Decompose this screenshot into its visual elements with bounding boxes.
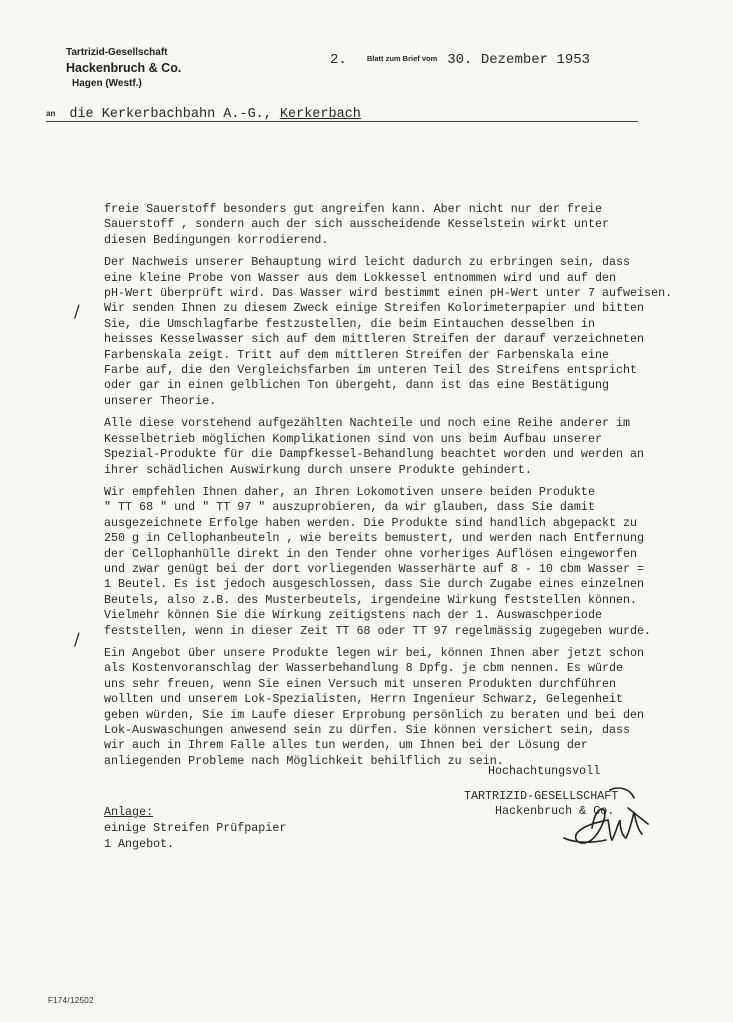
body-line: eine kleine Probe von Wasser aus dem Lokkessel entnommen wird und auf den — [104, 270, 616, 285]
body-line: Der Nachweis unserer Behauptung wird leicht dadurch zu erbringen sein, dass — [104, 255, 631, 270]
body-line: Lok-Auswaschungen anwesend sein zu dürfen. Sie können versichert sein, dass — [104, 723, 631, 737]
attachments-block — [104, 805, 286, 852]
body-paragraph — [104, 202, 726, 248]
company-name-line: Tartrizid-Gesellschaft — [66, 47, 168, 58]
body-line: ihrer schädlichen Auswirkung durch unsere Produkte gehindert. — [104, 462, 532, 477]
body-line: Ein Angebot über unsere Produkte legen wir bei, können Ihnen aber jetzt schon — [104, 645, 645, 660]
closing-greeting: Hochachtungsvoll — [488, 764, 601, 778]
body-line: 1 Beutel. Es ist jedoch ausgeschlossen, dass Sie durch Zugabe eines einzelnen — [104, 577, 645, 592]
form-number: F174/12502 — [48, 996, 94, 1005]
sheet-label: Blatt zum Brief vom — [366, 54, 438, 63]
letter-body — [104, 202, 726, 776]
company-firm-line: Hackenbruch & Co. — [66, 61, 182, 75]
body-line: anliegenden Probleme nach Möglichkeit behilflich zu sein. — [104, 753, 504, 768]
closing-company-name: Hackenbruch & Co. — [495, 804, 615, 819]
body-line: Wir senden Ihnen zu diesem Zweck einige Streifen Kolorimeterpapier und bitten — [104, 301, 645, 316]
attachment-item: einige Streifen Prüfpapier — [104, 820, 287, 835]
body-line: Beutels, also z.B. des Musterbeutels, irgendeine Wirkung feststellen können. — [104, 592, 638, 607]
body-line: diesen Bedingungen korrodierend. — [104, 232, 329, 247]
margin-slash-mark: / — [74, 630, 80, 650]
letter-date: 30. Dezember 1953 — [447, 52, 591, 68]
recipient-line — [46, 104, 361, 122]
sheet-info — [330, 50, 590, 68]
body-line: und zwar genügt bei der dort vorliegenden Wasserhärte auf 8 - 10 cbm Wasser = — [104, 561, 645, 576]
body-line: wir auch in Ihrem Falle alles tun werden, um Ihnen bei der Lösung der — [104, 738, 588, 753]
handwritten-signature — [548, 780, 658, 860]
recipient-place: Kerkerbach — [279, 107, 361, 122]
body-paragraph — [104, 485, 726, 639]
recipient-prefix: an — [46, 109, 56, 118]
body-line: wollten und unserem Lok-Spezialisten, Herrn Ingenieur Schwarz, Gelegenheit — [104, 692, 624, 707]
attachments-heading: Anlage: — [104, 805, 154, 819]
recipient-name: die Kerkerbachbahn A.-G., — [69, 107, 272, 122]
margin-slash-mark: / — [74, 302, 80, 322]
body-line: Alle diese vorstehend aufgezählten Nachteile und noch eine Reihe anderer im — [104, 416, 631, 431]
body-line: feststellen, wenn in dieser Zeit TT 68 oder TT 97 regelmässig zugegeben wurde. — [104, 623, 652, 638]
body-line: Wir empfehlen Ihnen daher, an Ihren Lokomotiven unsere beiden Produkte — [104, 484, 595, 499]
body-line: Farbenskala zeigt. Tritt auf dem mittleren Streifen der Farbenskala eine — [104, 347, 609, 362]
body-line: 250 g in Cellophanbeuteln , wie bereits bemustert, und werden nach Entfernung — [104, 531, 645, 546]
body-line: uns sehr freuen, wenn Sie einen Versuch mit unseren Produkten durchführen — [104, 676, 616, 691]
sheet-number: 2. — [330, 52, 347, 68]
body-line: heisses Kesselwasser sich auf dem mittleren Streifen der darauf verzeichneten — [104, 332, 645, 347]
body-line: ausgezeichnete Erfolge haben werden. Die Produkte sind handlich abgepackt zu — [104, 515, 638, 530]
body-line: " TT 68 " und " TT 97 " auszuprobieren, da wir glauben, dass Sie damit — [104, 500, 595, 515]
attachment-item: 1 Angebot. — [104, 836, 175, 851]
body-line: oder gar in einen gelblichen Ton übergeht, dann ist das eine Bestätigung — [104, 378, 609, 393]
body-line: der Cellophanhülle direkt in den Tender ohne vorheriges Auflösen eingeworfen — [104, 546, 638, 561]
body-line: als Kostenvoranschlag der Wasserbehandlung 8 Dpfg. je cbm nennen. Es würde — [104, 661, 624, 676]
closing-company-caps: TARTRIZID-GESELLSCHAFT — [464, 788, 619, 803]
letterhead-company — [66, 46, 181, 91]
body-line: Sie, die Umschlagfarbe festzustellen, die beim Eintauchen desselben in — [104, 316, 595, 331]
body-line: Sauerstoff , sondern auch der sich ausscheidende Kesselstein wirkt unter — [104, 217, 609, 232]
header-rule — [46, 121, 638, 122]
body-line: geben würden, Sie im Laufe dieser Erprobung persönlich zu beraten und bei den — [104, 707, 645, 722]
body-line: freie Sauerstoff besonders gut angreifen kann. Aber nicht nur der freie — [104, 202, 602, 216]
company-city-line: Hagen (Westf.) — [72, 78, 142, 89]
body-line: Farbe auf, die den Vergleichsfarben im unteren Teil des Streifens entspricht — [104, 363, 638, 378]
body-line: pH-Wert überprüft wird. Das Wasser wird bestimmt einen pH-Wert unter 7 aufweisen. — [104, 286, 673, 301]
body-line: unserer Theorie. — [104, 393, 217, 408]
body-paragraph — [104, 416, 726, 478]
body-paragraph — [104, 255, 726, 409]
body-line: Kesselbetrieb möglichen Komplikationen sind von uns beim Aufbau unserer — [104, 431, 602, 446]
body-line: Spezial-Produkte für die Dampfkessel-Behandlung beachtet worden und werden an — [104, 447, 645, 462]
body-line: Vielmehr können Sie die Wirkung zeitigstens nach der 1. Auswaschperiode — [104, 608, 602, 623]
body-paragraph — [104, 646, 726, 769]
